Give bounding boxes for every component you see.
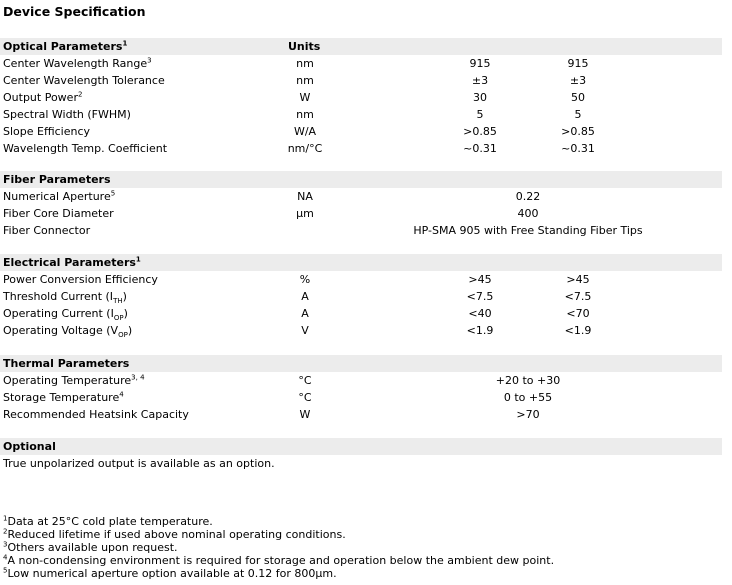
unit-cell: °C [298, 391, 312, 404]
unit-cell: A [301, 307, 309, 320]
value-cell-50w: 5 [574, 108, 582, 121]
unit-cell: nm [296, 74, 314, 87]
fiber-section [0, 171, 722, 239]
value-cell-30w: >0.85 [463, 125, 497, 138]
param-label: Spectral Width (FWHM) [3, 108, 131, 121]
fiber-title: Fiber Parameters [3, 173, 111, 186]
value-cell-50w: 50 [571, 91, 585, 104]
param-label: Threshold Current $(I_{TH})$ [3, 290, 127, 306]
unit-cell: W [299, 91, 311, 104]
table-row [0, 89, 722, 106]
thermal-section [0, 355, 722, 423]
unit-cell: % [299, 273, 311, 286]
value-cell-50w: 915 [567, 57, 589, 70]
optional-header [0, 438, 722, 455]
value-cell-30w: 30 [473, 91, 487, 104]
param-label: Numerical Aperture$^5$ [3, 189, 116, 203]
footnote: $^3$Others available upon request. [3, 540, 178, 554]
footnote: $^4$A non-condensing environment is required for storage and operation below the ambient dew point. [3, 553, 555, 567]
table-row [0, 205, 722, 222]
param-label: Center Wavelength Tolerance [3, 74, 165, 87]
unit-cell: nm [296, 108, 314, 121]
table-row [0, 305, 722, 322]
optical-section [0, 38, 722, 157]
param-label: Output Power$^2$ [3, 90, 83, 104]
page-title: Device Specification [3, 4, 146, 19]
unit-cell: A [301, 290, 309, 303]
optical-title: Optical Parameters$^1$ [3, 39, 128, 53]
table-row [0, 140, 722, 157]
electrical-title: Electrical Parameters$^1$ [3, 255, 141, 269]
electrical-header [0, 254, 722, 271]
thermal-header [0, 355, 722, 372]
optical-header [0, 38, 722, 55]
optional-title: Optional [3, 440, 56, 453]
table-row [0, 222, 722, 239]
table-row [0, 372, 722, 389]
param-label: Storage Temperature$^4$ [3, 390, 124, 404]
table-row [0, 406, 722, 423]
value-cell-50w: ~0.31 [561, 142, 595, 155]
param-label: Operating Temperature$^{3, 4}$ [3, 373, 145, 387]
electrical-section [0, 254, 722, 339]
param-label: Recommended Heatsink Capacity [3, 408, 189, 421]
unit-cell: V [301, 324, 309, 337]
footnote: $^2$Reduced lifetime if used above nominal operating conditions. [3, 527, 346, 541]
value-cell-30w: <1.9 [466, 324, 494, 337]
table-row [0, 55, 722, 72]
unit-cell: W [299, 408, 311, 421]
optional-row [0, 455, 722, 472]
optional-section [0, 438, 722, 472]
table-row [0, 271, 722, 288]
value-cell-50w: <1.9 [564, 324, 592, 337]
table-row [0, 389, 722, 406]
value-cell-50w: >45 [566, 273, 590, 286]
value-cell-30w: <7.5 [466, 290, 494, 303]
param-label: Operating Voltage $(V_{OP})$ [3, 324, 133, 340]
value-cell-30w: 5 [476, 108, 484, 121]
unit-cell: nm/°C [287, 142, 323, 155]
table-row [0, 188, 722, 205]
table-row [0, 72, 722, 89]
thermal-title: Thermal Parameters [3, 357, 130, 370]
value-cell: 400 [517, 207, 539, 220]
param-label: Wavelength Temp. Coefficient [3, 142, 168, 155]
param-label: Operating Current $(I_{OP})$ [3, 307, 128, 323]
footnote: $^1$Data at 25°C cold plate temperature. [3, 514, 213, 528]
value-cell-30w: >45 [468, 273, 492, 286]
param-label: Center Wavelength Range$^3$ [3, 56, 152, 70]
unit-cell: W/A [293, 125, 317, 138]
unit-cell: µm [296, 207, 314, 220]
param-label: Fiber Core Diameter [3, 207, 114, 220]
footnotes [3, 515, 554, 580]
table-row [0, 288, 722, 305]
value-cell-50w: >0.85 [561, 125, 595, 138]
value-cell-30w: <40 [468, 307, 492, 320]
param-label: Slope Efficiency [3, 125, 91, 138]
value-cell-50w: <70 [566, 307, 590, 320]
value-cell: >70 [516, 408, 540, 421]
param-label: Power Conversion Efficiency [3, 273, 158, 286]
table-row [0, 106, 722, 123]
optional-text: True unpolarized output is available as an option. [3, 457, 275, 470]
value-cell: 0 to +55 [503, 391, 553, 404]
footnote: $^5$Low numerical aperture option available at 0.12 for 800µm. [3, 566, 337, 580]
value-cell-50w: ±3 [569, 74, 587, 87]
value-cell: HP-SMA 905 with Free Standing Fiber Tips [413, 224, 643, 237]
unit-cell: nm [296, 57, 314, 70]
param-label: Fiber Connector [3, 224, 91, 237]
value-cell: 0.22 [515, 190, 541, 203]
value-cell: +20 to +30 [495, 374, 561, 387]
fiber-header [0, 171, 722, 188]
value-cell-30w: ~0.31 [463, 142, 497, 155]
table-row [0, 123, 722, 140]
value-cell-30w: 915 [469, 57, 491, 70]
units-header: Units [288, 40, 321, 53]
unit-cell: NA [297, 190, 313, 203]
value-cell-50w: <7.5 [564, 290, 592, 303]
table-row [0, 322, 722, 339]
unit-cell: °C [298, 374, 312, 387]
value-cell-30w: ±3 [471, 74, 489, 87]
